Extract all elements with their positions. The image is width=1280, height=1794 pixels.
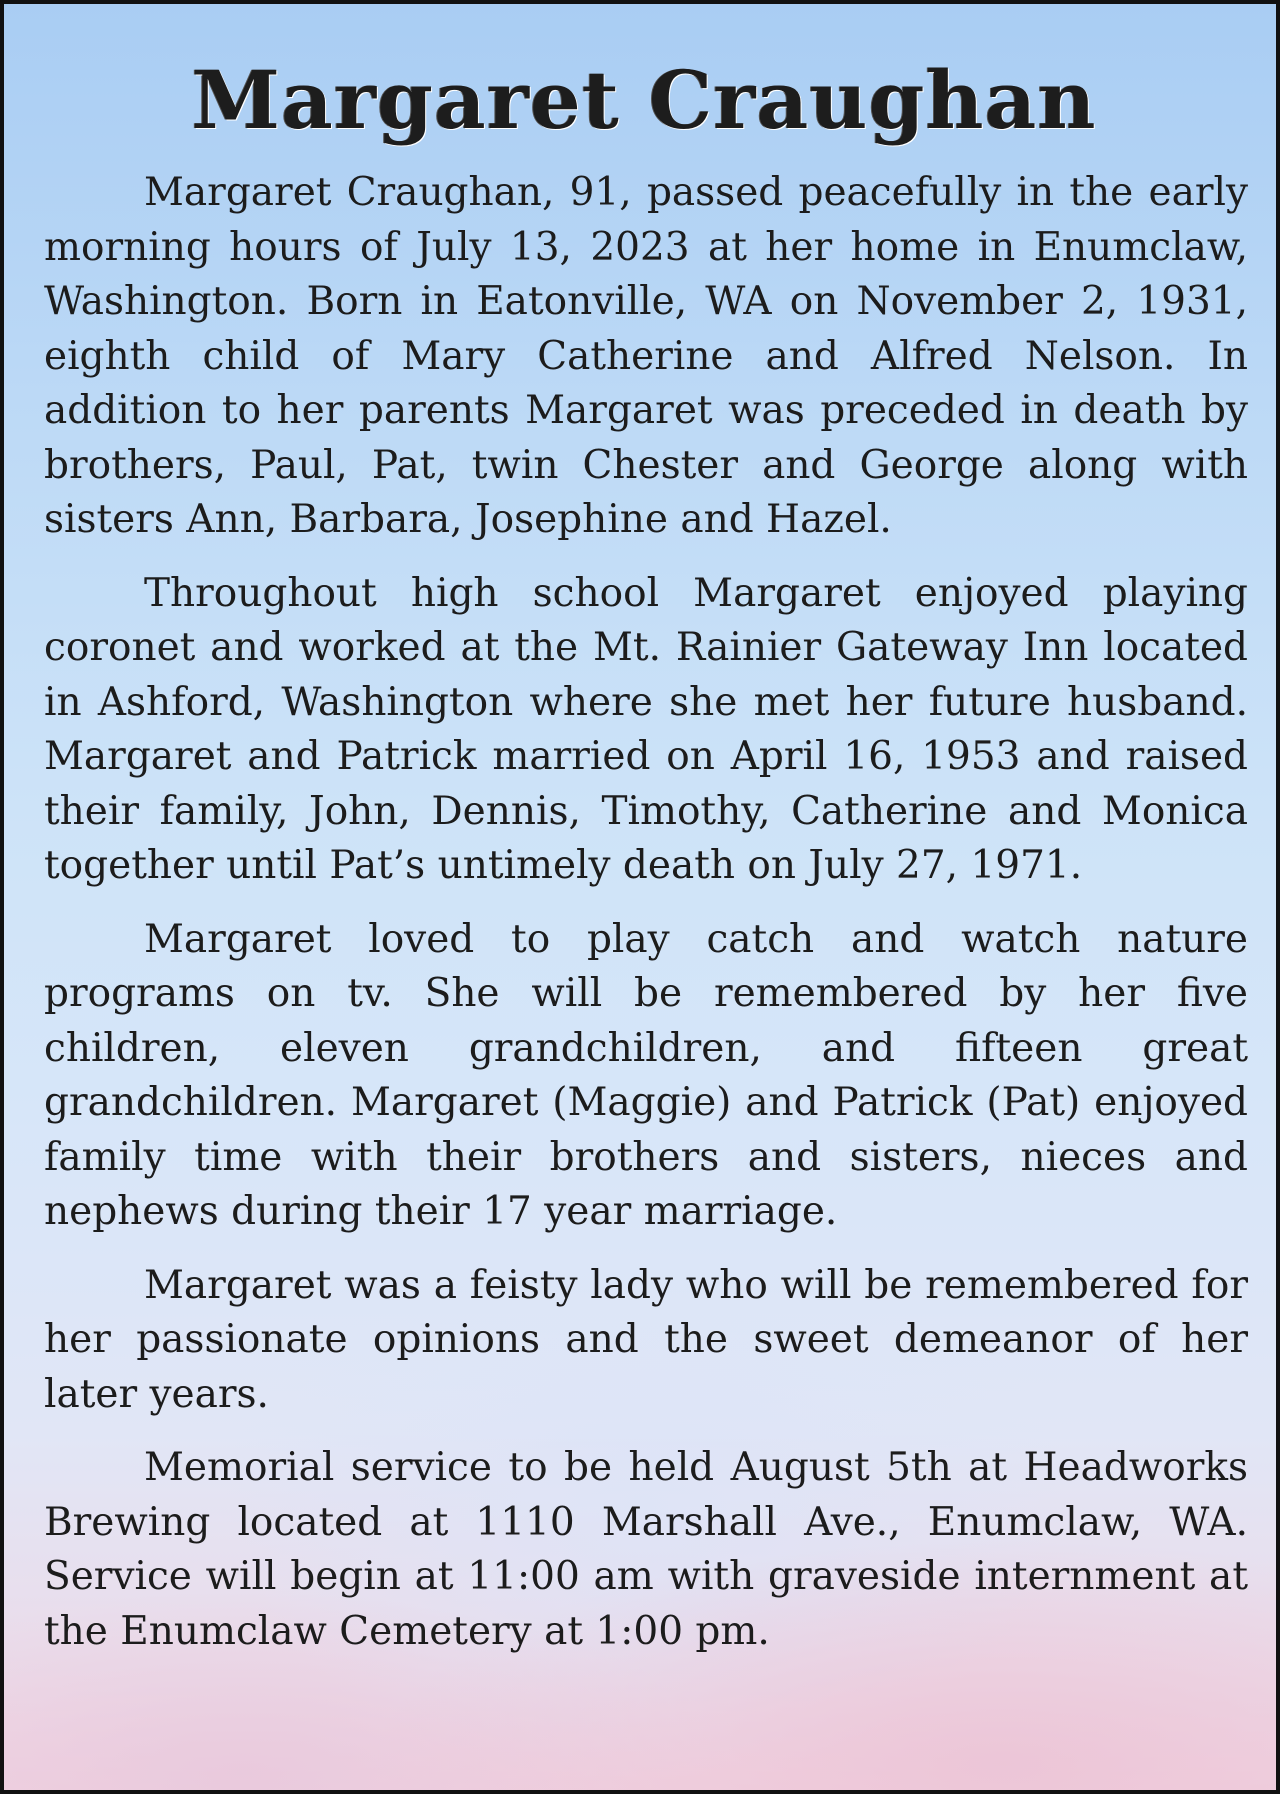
paragraph-marriage: Throughout high school Margaret enjoyed playing coronet and worked at the Mt. Rainier Gateway Inn located in Ashford, Washington where she met her future husband. Margaret and Patrick married on April 16, 1953 and raised their family, John, Dennis, Timothy, Catherine and Monica together until Pat’s untimely death on July 27, 1971. <box>44 570 1248 888</box>
obituary-body <box>44 166 1248 1659</box>
paragraph-announcement: Margaret Craughan, 91, passed peacefully in the early morning hours of July 13, 2023 at her home in Enumclaw, Washington. Born in Eatonville, WA on November 2, 1931, eighth child of Mary Catherine and Alfred Nelson. In addition to her parents Margaret was preceded in death by brothers, Paul, Pat, twin Chester and George along with sisters Ann, Barbara, Josephine and Hazel. <box>44 170 1248 542</box>
obituary-title: Margaret Craughan <box>191 53 1097 147</box>
paragraph-family: Margaret loved to play catch and watch nature programs on tv. She will be remembered by her five children, eleven grandchildren, and fifteen great grandchildren. Margaret (Maggie) and Patrick (Pat) enjoyed family time with their brothers and sisters, nieces and nephews during their 17 year marriage. <box>44 916 1248 1234</box>
paragraph-character: Margaret was a feisty lady who will be remembered for her passionate opinions and the sweet demeanor of her later years. <box>44 1262 1248 1417</box>
paragraph-memorial-service: Memorial service to be held August 5th at Headworks Brewing located at 1110 Marshall Ave., Enumclaw, WA. Service will begin at 11:00 am with graveside internment at the Enumclaw Cemetery at 1:00 pm. <box>44 1445 1248 1654</box>
